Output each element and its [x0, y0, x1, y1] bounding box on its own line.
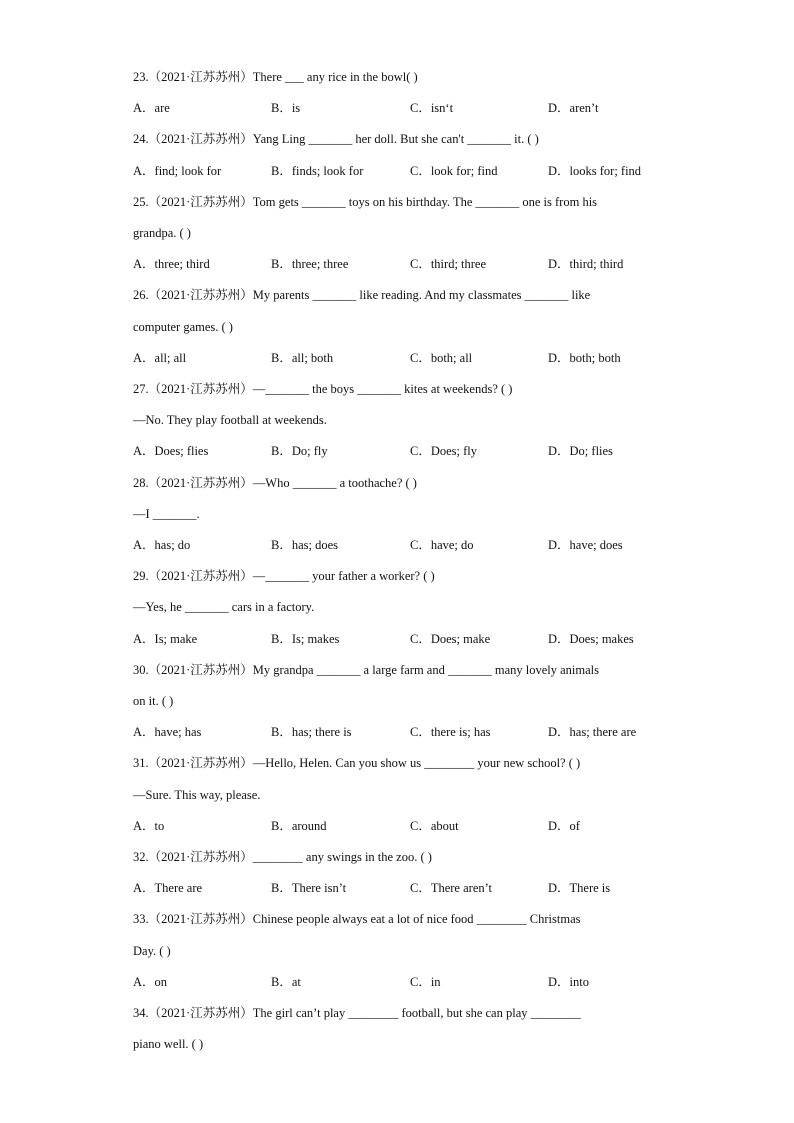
answer-option: D．Do; flies: [548, 444, 613, 459]
answer-option: D．have; does: [548, 538, 623, 552]
answer-option: D．into: [548, 974, 589, 989]
question-text-continued: —I _______.: [133, 506, 200, 521]
question-text: 27.（2021·江苏苏州）—_______ the boys _______ kites at weekends? ( ): [133, 382, 513, 396]
answer-option: B．around: [271, 818, 327, 833]
answer-option: C．about: [410, 818, 459, 833]
question-text: 29.（2021·江苏苏州）—_______ your father a worker? ( ): [133, 569, 435, 584]
question-text: 34.（2021·江苏苏州）The girl can’t play ________ football, but she can play ________: [133, 1006, 581, 1020]
question-text: 28.（2021·江苏苏州）—Who _______ a toothache? ( ): [133, 475, 417, 490]
answer-option: A．Is; make: [133, 631, 198, 646]
answer-option: C．look for; find: [410, 163, 498, 178]
question-text-continued: —No. They play football at weekends.: [133, 413, 327, 428]
answer-option: B．three; three: [271, 257, 349, 272]
answer-option: B．There isn’t: [271, 881, 347, 896]
question-text-continued: piano well. ( ): [133, 1037, 204, 1052]
answer-option: B．has; does: [271, 538, 339, 552]
answer-option: D．looks for; find: [548, 163, 642, 178]
question-text-continued: computer games. ( ): [133, 319, 233, 334]
question-text-continued: —Yes, he _______ cars in a factory.: [133, 600, 315, 615]
answer-option: A．all; all: [133, 350, 187, 365]
answer-option: C．in: [410, 974, 441, 989]
question-text: 31.（2021·江苏苏州）—Hello, Helen. Can you show us ________ your new school? ( ): [133, 756, 581, 771]
answer-option: C．both; all: [410, 350, 473, 365]
answer-option: C．have; do: [410, 538, 474, 552]
answer-option: D．has; there are: [548, 725, 637, 740]
question-text-continued: on it. ( ): [133, 694, 174, 708]
question-text-continued: —Sure. This way, please.: [133, 787, 261, 802]
answer-option: B．Do; fly: [271, 444, 328, 459]
answer-option: C．Does; make: [410, 631, 491, 646]
question-text: 32.（2021·江苏苏州）________ any swings in the zoo. ( ): [133, 850, 432, 864]
answer-option: A．are: [133, 101, 170, 116]
question-text: 33.（2021·江苏苏州）Chinese people always eat a lot of nice food ________ Christmas: [133, 912, 581, 927]
answer-option: A．There are: [133, 881, 203, 896]
answer-option: B．at: [271, 974, 301, 989]
answer-option: B．all; both: [271, 350, 334, 365]
answer-option: B．has; there is: [271, 725, 352, 740]
question-text: 23.（2021·江苏苏州）There ___ any rice in the bowl( ): [133, 70, 418, 84]
question-text: 30.（2021·江苏苏州）My grandpa _______ a large farm and _______ many lovely animals: [133, 662, 600, 677]
question-text-continued: grandpa. ( ): [133, 226, 191, 240]
answer-option: C．third; three: [410, 257, 487, 272]
answer-option: B．Is; makes: [271, 631, 340, 646]
answer-option: B．finds; look for: [271, 163, 364, 178]
answer-option: A．on: [133, 974, 168, 989]
answer-option: C．isn‘t: [410, 101, 454, 116]
answer-option: A．three; third: [133, 257, 210, 272]
answer-option: D．There is: [548, 881, 611, 896]
answer-option: A．has; do: [133, 538, 191, 552]
answer-option: D．both; both: [548, 350, 621, 365]
answer-option: A．to: [133, 818, 165, 833]
question-text: 24.（2021·江苏苏州）Yang Ling _______ her doll. But she can't _______ it. ( ): [133, 132, 539, 147]
question-text: 26.（2021·江苏苏州）My parents _______ like reading. And my classmates _______ like: [133, 288, 591, 303]
answer-option: D．aren’t: [548, 101, 599, 116]
answer-option: C．there is; has: [410, 725, 491, 740]
answer-option: C．Does; fly: [410, 444, 478, 459]
question-text-continued: Day. ( ): [133, 943, 171, 958]
answer-option: B．is: [271, 101, 301, 116]
answer-option: C．There aren’t: [410, 881, 493, 896]
answer-option: D．of: [548, 818, 580, 833]
answer-option: D．third; third: [548, 257, 624, 272]
answer-option: D．Does; makes: [548, 631, 634, 646]
question-text: 25.（2021·江苏苏州）Tom gets _______ toys on his birthday. The _______ one is from his: [133, 194, 598, 209]
answer-option: A．find; look for: [133, 163, 222, 178]
answer-option: A．Does; flies: [133, 444, 209, 459]
answer-option: A．have; has: [133, 725, 202, 740]
